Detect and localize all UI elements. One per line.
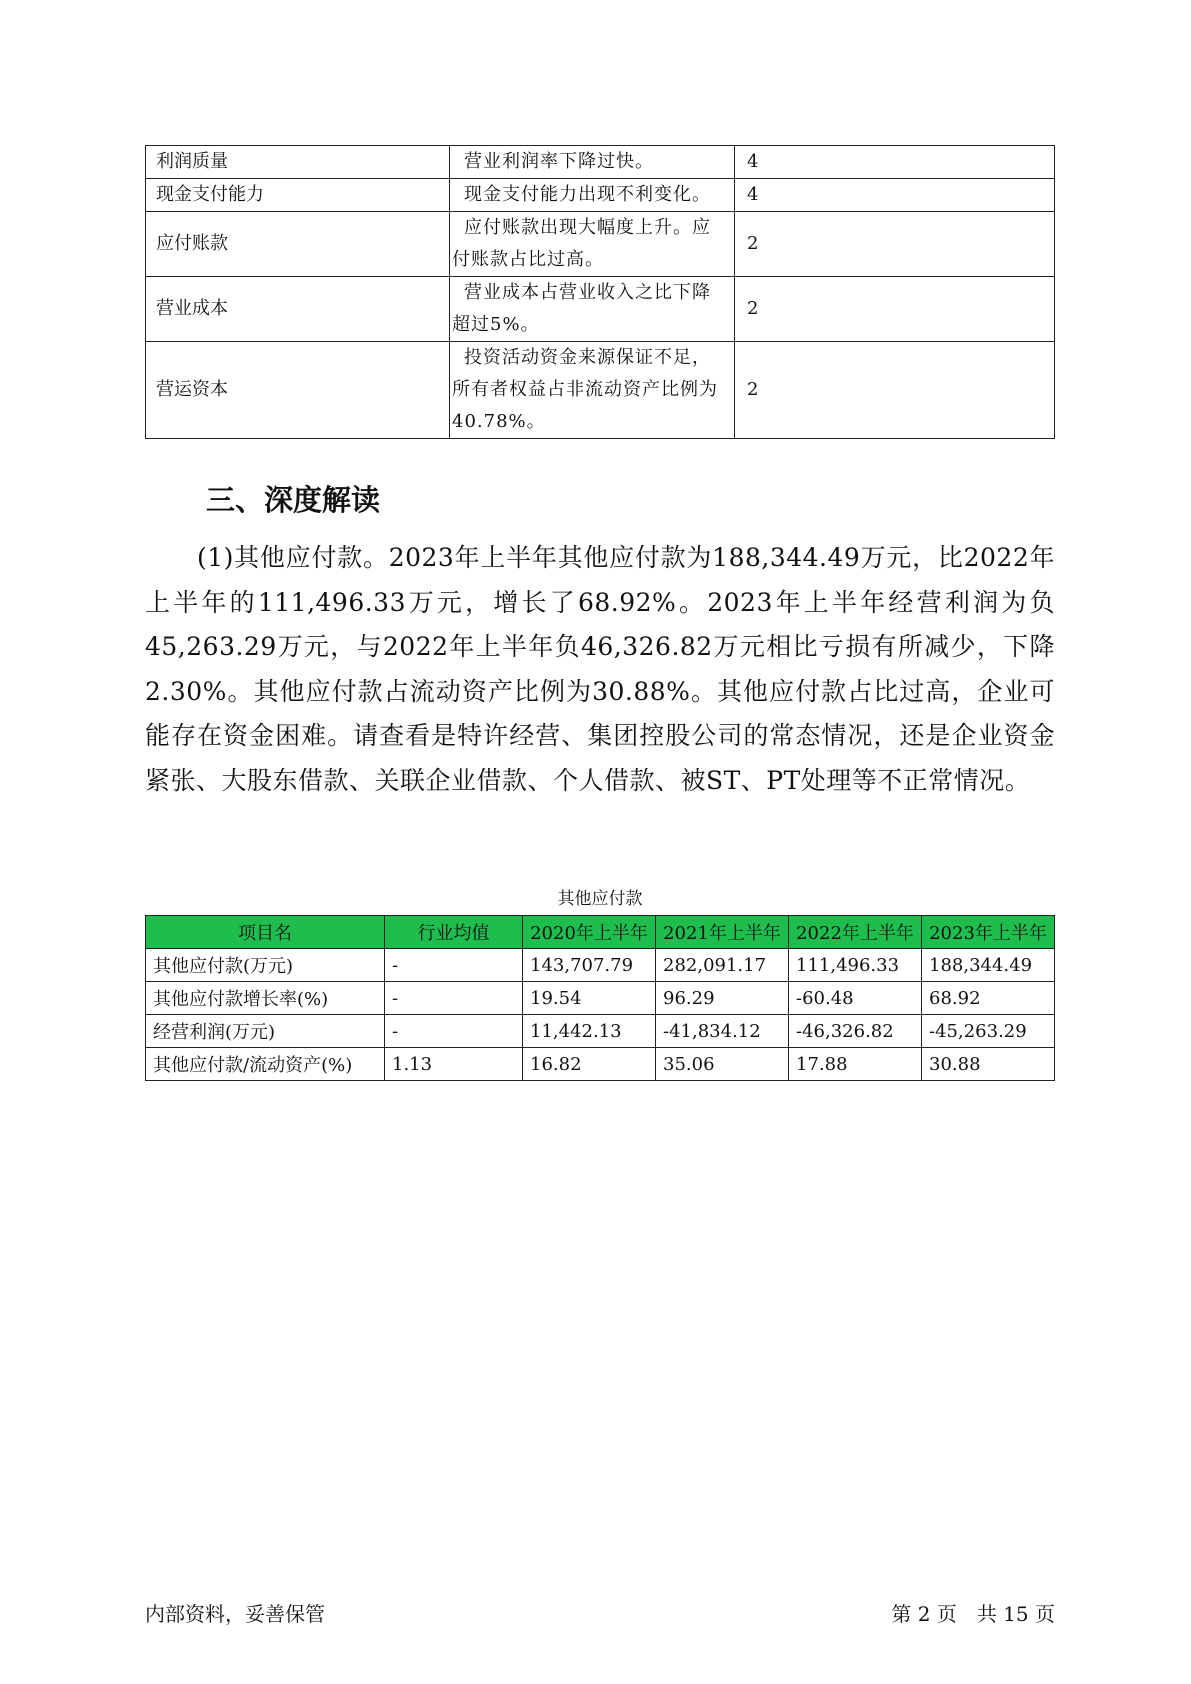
column-header: 行业均值 <box>385 916 523 949</box>
table-row <box>146 212 1055 277</box>
table-cell: -41,834.12 <box>656 1015 789 1048</box>
data-table <box>145 915 1055 1081</box>
risk-description: 营业利润率下降过快。 <box>450 146 735 179</box>
table-cell: 11,442.13 <box>523 1015 656 1048</box>
section-title: 三、深度解读 <box>206 483 381 517</box>
table-cell: 其他应付款(万元) <box>146 949 385 982</box>
risk-item: 应付账款 <box>146 212 450 277</box>
risk-score: 2 <box>735 277 1055 342</box>
table-cell: 其他应付款/流动资产(%) <box>146 1048 385 1081</box>
risk-description: 应付账款出现大幅度上升。应付账款占比过高。 <box>450 212 735 277</box>
table-cell: 282,091.17 <box>656 949 789 982</box>
table-cell: - <box>385 1015 523 1048</box>
risk-item: 营运资本 <box>146 342 450 439</box>
table-cell: 17.88 <box>789 1048 922 1081</box>
table-cell: 111,496.33 <box>789 949 922 982</box>
table-cell: 1.13 <box>385 1048 523 1081</box>
table-caption: 其他应付款 <box>557 889 643 909</box>
table-row <box>146 1015 1055 1048</box>
table-cell: 30.88 <box>922 1048 1055 1081</box>
table-cell: 16.82 <box>523 1048 656 1081</box>
risk-description: 营业成本占营业收入之比下降超过5%。 <box>450 277 735 342</box>
risk-item: 现金支付能力 <box>146 179 450 212</box>
risk-score: 2 <box>735 212 1055 277</box>
footer-confidential-note: 内部资料，妥善保管 <box>145 1602 325 1626</box>
table-cell: -60.48 <box>789 982 922 1015</box>
table-header-row <box>146 916 1055 949</box>
table-cell: 19.54 <box>523 982 656 1015</box>
table-row <box>146 1048 1055 1081</box>
column-header: 2021年上半年 <box>656 916 789 949</box>
table-row <box>146 179 1055 212</box>
risk-item: 营业成本 <box>146 277 450 342</box>
table-cell: 其他应付款增长率(%) <box>146 982 385 1015</box>
table-cell: 35.06 <box>656 1048 789 1081</box>
table-cell: 188,344.49 <box>922 949 1055 982</box>
table-cell: 经营利润(万元) <box>146 1015 385 1048</box>
table-row <box>146 342 1055 439</box>
risk-score: 2 <box>735 342 1055 439</box>
table-cell: - <box>385 982 523 1015</box>
table-cell: 68.92 <box>922 982 1055 1015</box>
table-row <box>146 146 1055 179</box>
risk-score: 4 <box>735 179 1055 212</box>
table-cell: - <box>385 949 523 982</box>
column-header: 2020年上半年 <box>523 916 656 949</box>
risk-description: 现金支付能力出现不利变化。 <box>450 179 735 212</box>
column-header: 2022年上半年 <box>789 916 922 949</box>
table-cell: -46,326.82 <box>789 1015 922 1048</box>
risk-item: 利润质量 <box>146 146 450 179</box>
risk-table <box>145 145 1055 439</box>
page-number: 第 2 页 共 15 页 <box>891 1602 1055 1626</box>
table-row <box>146 982 1055 1015</box>
risk-description: 投资活动资金来源保证不足，所有者权益占非流动资产比例为40.78%。 <box>450 342 735 439</box>
table-cell: 96.29 <box>656 982 789 1015</box>
table-row <box>146 277 1055 342</box>
analysis-paragraph: (1)其他应付款。2023年上半年其他应付款为188,344.49万元，比2022年上半年的111,496.33万元，增长了68.92%。2023年上半年经营利润为负45,263.29万元，与2022年上半年负46,326.82万元相比亏损有所减少，下降2.30%。其他应付款占流动资产比例为30.88%。其他应付款占比过高，企业可能存在资金困难。请查看是特许经营、集团控股公司的常态情况，还是企业资金紧张、大股东借款、关联企业借款、个人借款、被ST、PT处理等不正常情况。 <box>145 543 1055 795</box>
table-row <box>146 949 1055 982</box>
table-cell: 143,707.79 <box>523 949 656 982</box>
column-header: 项目名 <box>146 916 385 949</box>
table-cell: -45,263.29 <box>922 1015 1055 1048</box>
risk-score: 4 <box>735 146 1055 179</box>
column-header: 2023年上半年 <box>922 916 1055 949</box>
